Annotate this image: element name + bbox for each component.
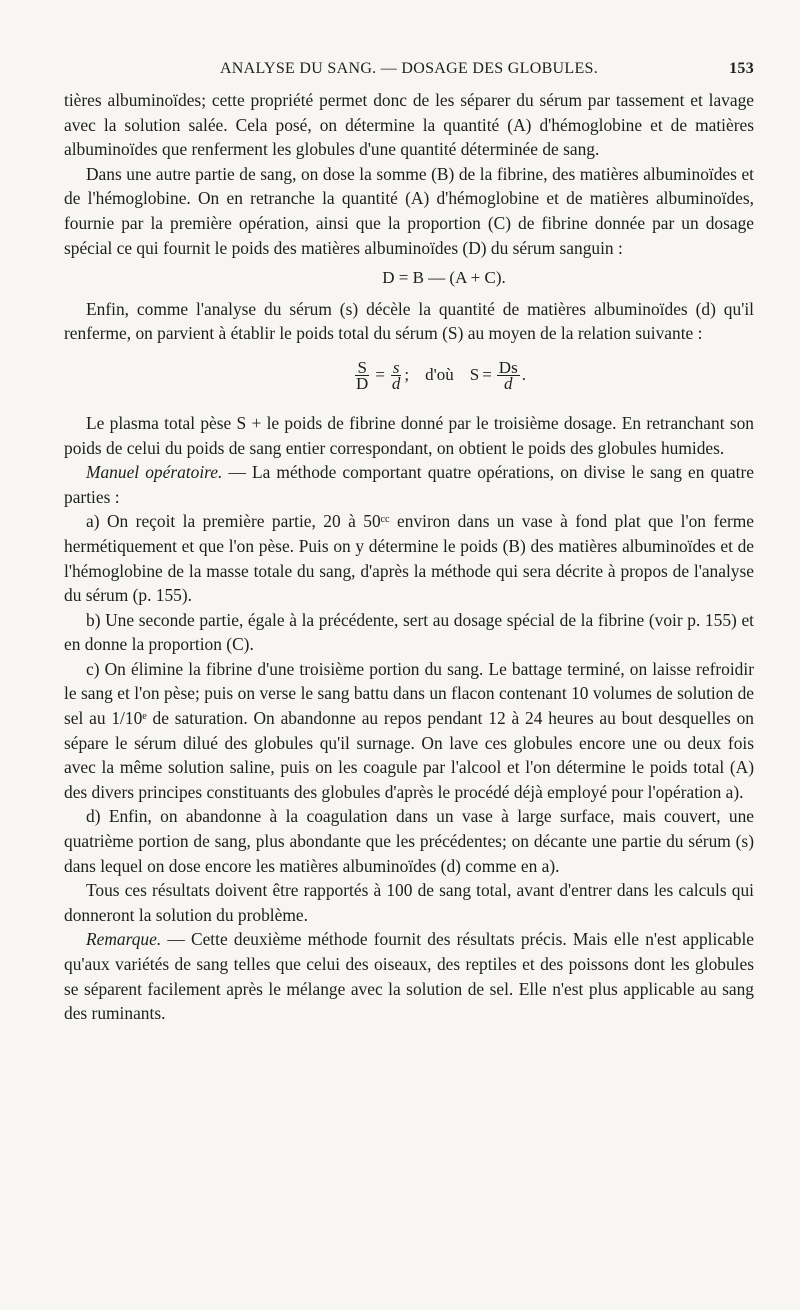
section-label: Manuel opératoire. [86,462,223,483]
paragraph: Enfin, comme l'analyse du sérum (s) décèle la quantité de matières albuminoïdes (d) qu'il renferme, on parvient à établir le poids total du sérum (S) au moyen de la relation suivante : [64,298,754,344]
equals-sign: = [375,365,385,385]
denominator: D [356,373,369,393]
lhs: S [469,365,480,385]
equals-sign: = [482,365,492,385]
page-body [64,88,754,1026]
period: . [521,365,526,385]
paragraph: c) On élimine la fibrine d'une troisième portion du sang. Le battage terminé, on laisse refroidir le sang et l'on pèse; puis on verse le sang battu dans un flacon contenant 10 volumes de solution de sel au 1/10ᵉ de saturation. On abandonne au repos pendant 12 à 24 heures au bout desquelles on sépare le sérum dilué des globules qu'il surnage. On lave ces globules encore une ou deux fois avec la même solution saline, puis on les coagule par l'alcool et l'on détermine le poids total (A) des divers principes constituants des globules d'après le procédé déjà employé pour l'opération a). [64,658,754,802]
semicolon: ; [404,365,410,385]
paragraph [64,460,754,509]
denominator: d [504,373,513,393]
paragraph: Dans une autre partie de sang, on dose la somme (B) de la fibrine, des matières albuminoïdes et de l'hémoglobine. On en retranche la quantité (A) d'hémoglobine et de matières albuminoïdes, fournie par la première opération, ainsi que la proportion (C) de fibrine donnée par un dosage spécial ce qui fournit le poids des matières albuminoïdes (D) du sérum sanguin : [64,163,754,258]
running-header [64,60,754,82]
section-label: Remarque. [86,929,162,950]
paragraph: Le plasma total pèse S + le poids de fibrine donné par le troisième dosage. En retranchant son poids de celui du poids de sang entier correspondant, on obtient le poids des globules humides. [64,412,754,458]
paragraph-text: — Cette deuxième méthode fournit des résultats précis. Mais elle n'est applicable qu'aux variétés de sang telles que celui des oiseaux, des reptiles et des poissons dont les globules se séparent facilement après le mélange avec la solution de sel. Elle n'est plus applicable au sang des ruminants. [64,929,754,1024]
paragraph: a) On reçoit la première partie, 20 à 50ᶜᶜ environ dans un vase à fond plat que l'on ferme hermétiquement et que l'on pèse. Puis on y détermine le poids (B) des matières albuminoïdes et de l'hémoglobine de la masse totale du sang, d'après la méthode qui sera décrite à propos de l'analyse du sérum (p. 155). [64,511,754,606]
paragraph [64,927,754,1025]
paragraph: tières albuminoïdes; cette propriété permet donc de les séparer du sérum par tassement et lavage avec la solution salée. Cela posé, on détermine la quantité (A) d'hémoglobine et de matières albuminoïdes que renferment les globules d'une quantité déterminée de sang. [64,90,754,160]
equation-s [124,357,754,393]
equation-d: D = B — (A + C). [382,268,506,288]
page-number: 153 [729,60,754,77]
fraction [354,357,370,393]
fraction [497,357,520,393]
denominator: d [391,373,401,393]
paragraph-text: — La méthode comportant quatre opérations, on divise le sang en quatre parties : [64,462,754,507]
paragraph: b) Une seconde partie, égale à la précédente, sert au dosage spécial de la fibrine (voir p. 155) et en donne la proportion (C). [64,609,754,655]
paragraph: d) Enfin, on abandonne à la coagulation dans un vase à large surface, mais couvert, une quatrième portion de sang, plus abondante que les précédentes; on décante une partie du sérum (s) dans lequel on dose encore les matières albuminoïdes (d) comme en a). [64,806,754,876]
numerator: S [357,357,367,377]
fraction [390,357,403,393]
numerator: Ds [498,357,518,377]
numerator: s [392,357,400,377]
paragraph: Tous ces résultats doivent être rapportés à 100 de sang total, avant d'entrer dans les calculs qui donneront la solution du problème. [64,880,754,925]
dou-word: d'où [425,365,454,385]
running-title: ANALYSE DU SANG. — DOSAGE DES GLOBULES. [219,60,599,77]
